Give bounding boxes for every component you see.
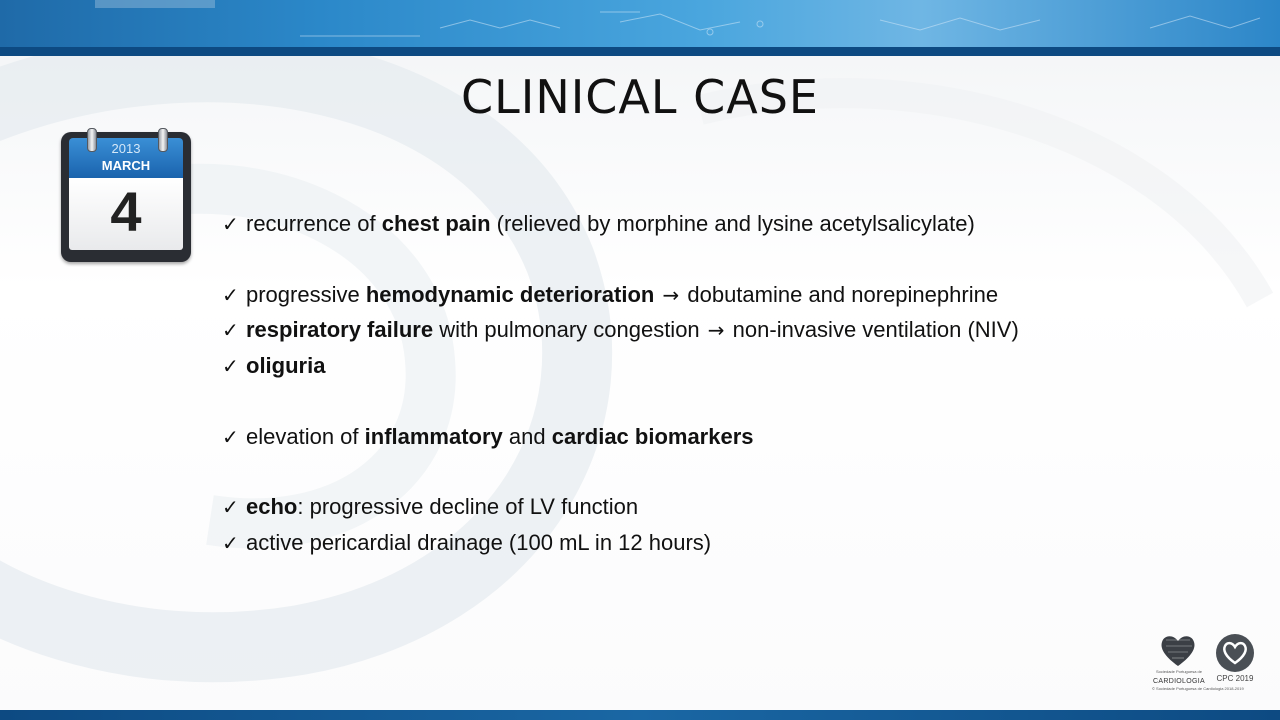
check-icon: ✓ (222, 425, 239, 449)
calendar-icon (60, 128, 192, 262)
slide-title: CLINICAL CASE (461, 70, 819, 124)
bullet-bold: oliguria (246, 353, 326, 378)
bullet-bold: hemodynamic deterioration (365, 282, 655, 307)
footer-bar (0, 710, 1280, 720)
check-icon: ✓ (222, 531, 239, 555)
list-item (222, 209, 975, 239)
bullet-bold: cardiac biomarkers (551, 424, 754, 449)
bullet-text: with pulmonary congestion (433, 317, 706, 342)
check-icon: ✓ (222, 495, 239, 519)
bullet-text: elevation of (246, 424, 365, 449)
check-icon: ✓ (222, 318, 239, 342)
check-icon: ✓ (222, 283, 239, 307)
list-item (222, 280, 998, 310)
cpc-heart-icon (1216, 634, 1254, 672)
list-item (222, 492, 638, 522)
bullet-bold: respiratory failure (246, 317, 434, 342)
bullet-text: progressive (246, 282, 366, 307)
check-icon: ✓ (222, 212, 239, 236)
bullet-text: (relieved by morphine and lysine acetylsalicylate) (490, 211, 975, 236)
heart-logo-icon (1158, 632, 1198, 668)
calendar-ring-left (87, 128, 97, 152)
copyright-text: © Sociedade Portuguesa de Cardiologia 2018-2019 (1152, 686, 1244, 691)
calendar-month: MARCH (101, 158, 151, 173)
list-item (222, 351, 325, 381)
spc-subtitle: Sociedade Portuguesa de (1155, 669, 1203, 674)
calendar-day: 4 (110, 180, 142, 243)
cpc-label: CPC 2019 (1216, 674, 1254, 683)
bullet-bold: inflammatory (364, 424, 503, 449)
spc-name: CARDIOLOGIA (1153, 678, 1205, 685)
calendar-year: 2013 (111, 141, 141, 156)
arrow-right-icon: → (662, 283, 680, 307)
list-item (222, 422, 754, 452)
arrow-right-icon: → (707, 318, 725, 342)
cpc-logo (1212, 634, 1258, 686)
calendar-ring-right (158, 128, 168, 152)
bullet-text: : progressive decline of LV function (297, 494, 639, 519)
bullet-text: dobutamine and norepinephrine (681, 282, 999, 307)
list-item (222, 315, 1019, 345)
spc-logo (1150, 632, 1208, 692)
bullet-text: non-invasive ventilation (NIV) (726, 317, 1019, 342)
bullet-text: recurrence of (246, 211, 382, 236)
bullet-bold: echo (246, 494, 298, 519)
bullet-text: active pericardial drainage (100 mL in 12 hours) (246, 530, 712, 555)
list-item (222, 528, 711, 558)
bullet-text: and (502, 424, 552, 449)
bullet-list (222, 0, 1222, 720)
bullet-bold: chest pain (381, 211, 491, 236)
check-icon: ✓ (222, 354, 239, 378)
